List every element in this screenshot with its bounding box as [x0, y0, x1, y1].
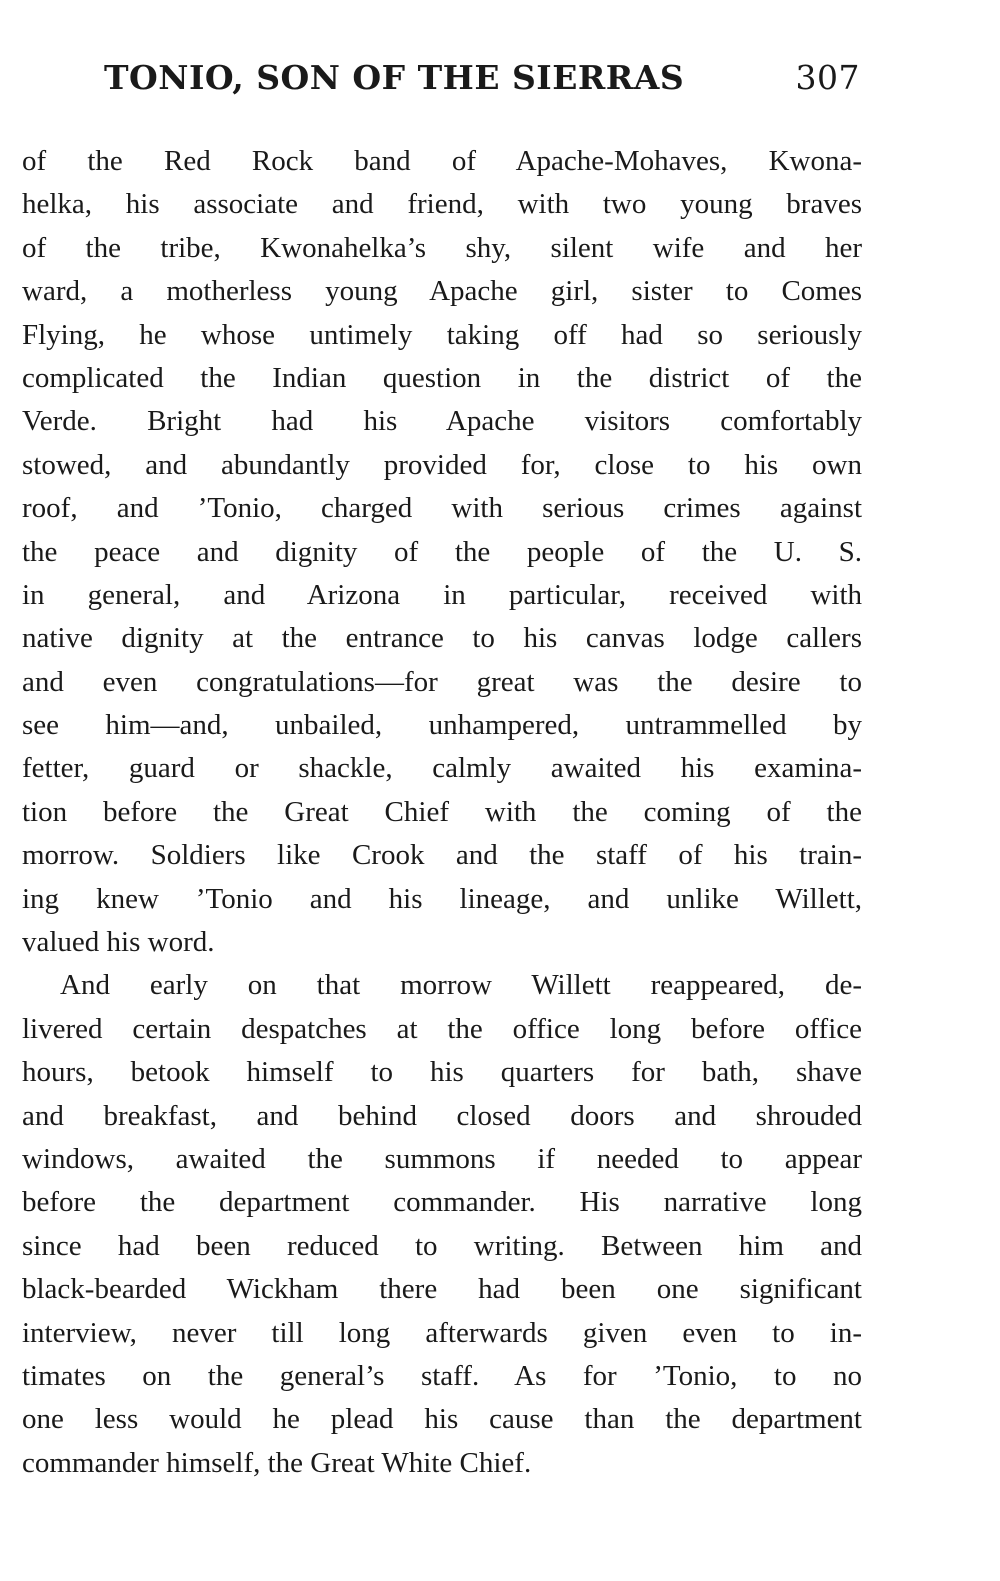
text-line: since had been reduced to writing. Between him and [22, 1229, 862, 1262]
running-head-title: TONIO, SON OF THE SIERRAS [104, 58, 685, 97]
text-line: before the department commander. His narrative long [22, 1186, 862, 1219]
text-line: and even congratulations—for great was the desire to [22, 665, 862, 698]
text-line: complicated the Indian question in the district of the [22, 361, 862, 394]
text-line: windows, awaited the summons if needed to appear [22, 1142, 862, 1175]
text-line: fetter, guard or shackle, calmly awaited his examina- [22, 752, 862, 785]
text-line: valued his word. [22, 926, 215, 959]
text-line: black-bearded Wickham there had been one significant [22, 1273, 862, 1306]
text-line: helka, his associate and friend, with two young braves [22, 188, 862, 221]
text-line: timates on the general’s staff. As for ’Tonio, to no [22, 1359, 862, 1392]
text-line: of the Red Rock band of Apache-Mohaves, Kwona- [22, 145, 862, 177]
running-head [104, 58, 860, 106]
text-line: Verde. Bright had his Apache visitors comfortably [22, 405, 862, 438]
text-line: native dignity at the entrance to his canvas lodge callers [22, 622, 862, 655]
text-line: of the tribe, Kwonahelka’s shy, silent wife and her [22, 231, 862, 264]
text-line: interview, never till long afterwards given even to in- [22, 1316, 862, 1349]
paragraph-1 [22, 140, 862, 964]
text-line: in general, and Arizona in particular, received with [22, 578, 862, 611]
text-line: one less would he plead his cause than the department [22, 1403, 862, 1436]
text-line: and breakfast, and behind closed doors and shrouded [22, 1099, 862, 1132]
text-line: hours, betook himself to his quarters for bath, shave [22, 1056, 862, 1089]
text-line: morrow. Soldiers like Crook and the staff of his train- [22, 839, 862, 872]
body-text [22, 140, 862, 1485]
text-line: commander himself, the Great White Chief. [22, 1446, 532, 1479]
text-line: ing knew ’Tonio and his lineage, and unlike Willett, [22, 882, 862, 915]
text-line: stowed, and abundantly provided for, close to his own [22, 448, 862, 481]
text-line: And early on that morrow Willett reappeared, de- [60, 969, 862, 1002]
text-line: ward, a motherless young Apache girl, sister to Comes [22, 275, 862, 308]
text-line: Flying, he whose untimely taking off had so seriously [22, 318, 862, 351]
text-line: roof, and ’Tonio, charged with serious crimes against [22, 492, 862, 525]
text-line: tion before the Great Chief with the coming of the [22, 795, 862, 828]
text-line: see him—and, unbailed, unhampered, untrammelled by [22, 709, 862, 742]
text-line: the peace and dignity of the people of the U. S. [22, 535, 862, 568]
paragraph-2 [22, 964, 862, 1485]
page-number: 307 [795, 58, 860, 97]
text-line: livered certain despatches at the office long before office [22, 1012, 862, 1045]
